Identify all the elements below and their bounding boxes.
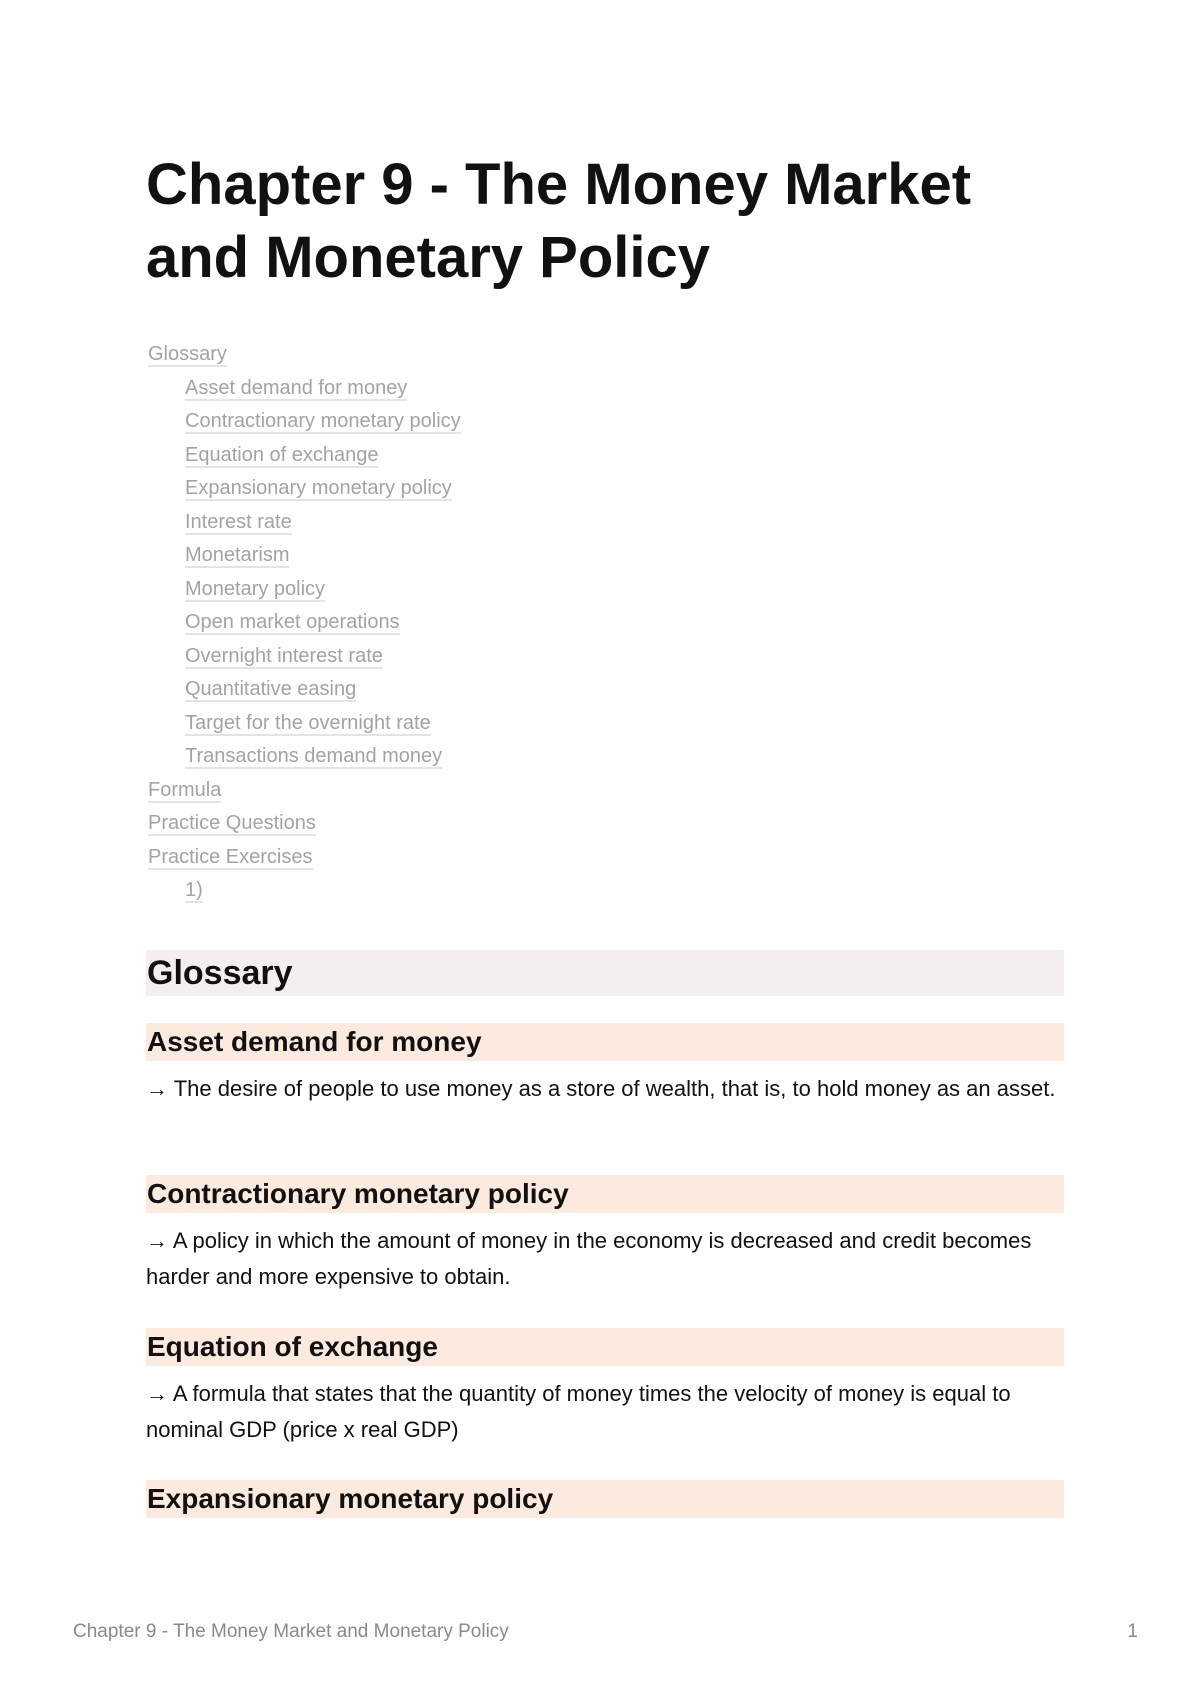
footer-page-number: 1	[1127, 1621, 1138, 1642]
toc-link-monetarism[interactable]: Monetarism	[185, 544, 290, 566]
toc-link-transactions-demand-money[interactable]: Transactions demand money	[185, 745, 443, 767]
toc-item	[148, 408, 748, 442]
toc-item	[148, 877, 748, 911]
toc-link-practice-exercises[interactable]: Practice Exercises	[148, 845, 313, 868]
toc-link-formula[interactable]: Formula	[148, 778, 222, 801]
toc-link-exercise-1[interactable]: 1)	[185, 879, 203, 901]
glossary-definition: → The desire of people to use money as a store of wealth, that is, to hold money as an asset.	[146, 1076, 1056, 1101]
toc-item	[148, 341, 748, 375]
glossary-definition: → A policy in which the amount of money in the economy is decreased and credit becomes harder and more expensive to obtain.	[146, 1228, 1032, 1289]
toc-link-contractionary-monetary-policy[interactable]: Contractionary monetary policy	[185, 410, 461, 432]
toc-item	[148, 743, 748, 777]
toc-link-quantitative-easing[interactable]: Quantitative easing	[185, 678, 357, 700]
toc-item	[148, 676, 748, 710]
table-of-contents	[148, 341, 748, 911]
toc-item	[148, 710, 748, 744]
toc-item	[148, 442, 748, 476]
glossary-term-heading: Contractionary monetary policy	[146, 1175, 1064, 1213]
glossary-term-heading: Asset demand for money	[146, 1023, 1064, 1061]
toc-link-equation-of-exchange[interactable]: Equation of exchange	[185, 443, 379, 466]
toc-link-expansionary-monetary-policy[interactable]: Expansionary monetary policy	[185, 477, 452, 499]
toc-link-monetary-policy[interactable]: Monetary policy	[185, 577, 326, 600]
toc-link-interest-rate[interactable]: Interest rate	[185, 510, 292, 533]
toc-link-practice-questions[interactable]: Practice Questions	[148, 812, 316, 834]
toc-item	[148, 844, 748, 878]
toc-link-target-for-the-overnight-rate[interactable]: Target for the overnight rate	[185, 711, 431, 734]
toc-item	[148, 375, 748, 409]
toc-link-overnight-interest-rate[interactable]: Overnight interest rate	[185, 644, 383, 667]
toc-link-asset-demand-for-money[interactable]: Asset demand for money	[185, 376, 408, 399]
glossary-term-heading: Expansionary monetary policy	[146, 1480, 1064, 1518]
toc-item	[148, 810, 748, 844]
page-title: Chapter 9 - The Money Market and Monetary Policy	[146, 152, 972, 290]
glossary-heading: Glossary	[146, 950, 1064, 996]
toc-link-open-market-operations[interactable]: Open market operations	[185, 611, 400, 633]
toc-item	[148, 475, 748, 509]
toc-item	[148, 576, 748, 610]
toc-item	[148, 777, 748, 811]
toc-link-glossary[interactable]: Glossary	[148, 343, 227, 365]
glossary-term-heading: Equation of exchange	[146, 1328, 1064, 1366]
toc-item	[148, 609, 748, 643]
footer-document-title: Chapter 9 - The Money Market and Monetary Policy	[73, 1621, 509, 1642]
toc-item	[148, 643, 748, 677]
toc-item	[148, 542, 748, 576]
toc-item	[148, 509, 748, 543]
glossary-definition: → A formula that states that the quantity of money times the velocity of money is equal to nominal GDP (price x real GDP)	[146, 1381, 1011, 1442]
